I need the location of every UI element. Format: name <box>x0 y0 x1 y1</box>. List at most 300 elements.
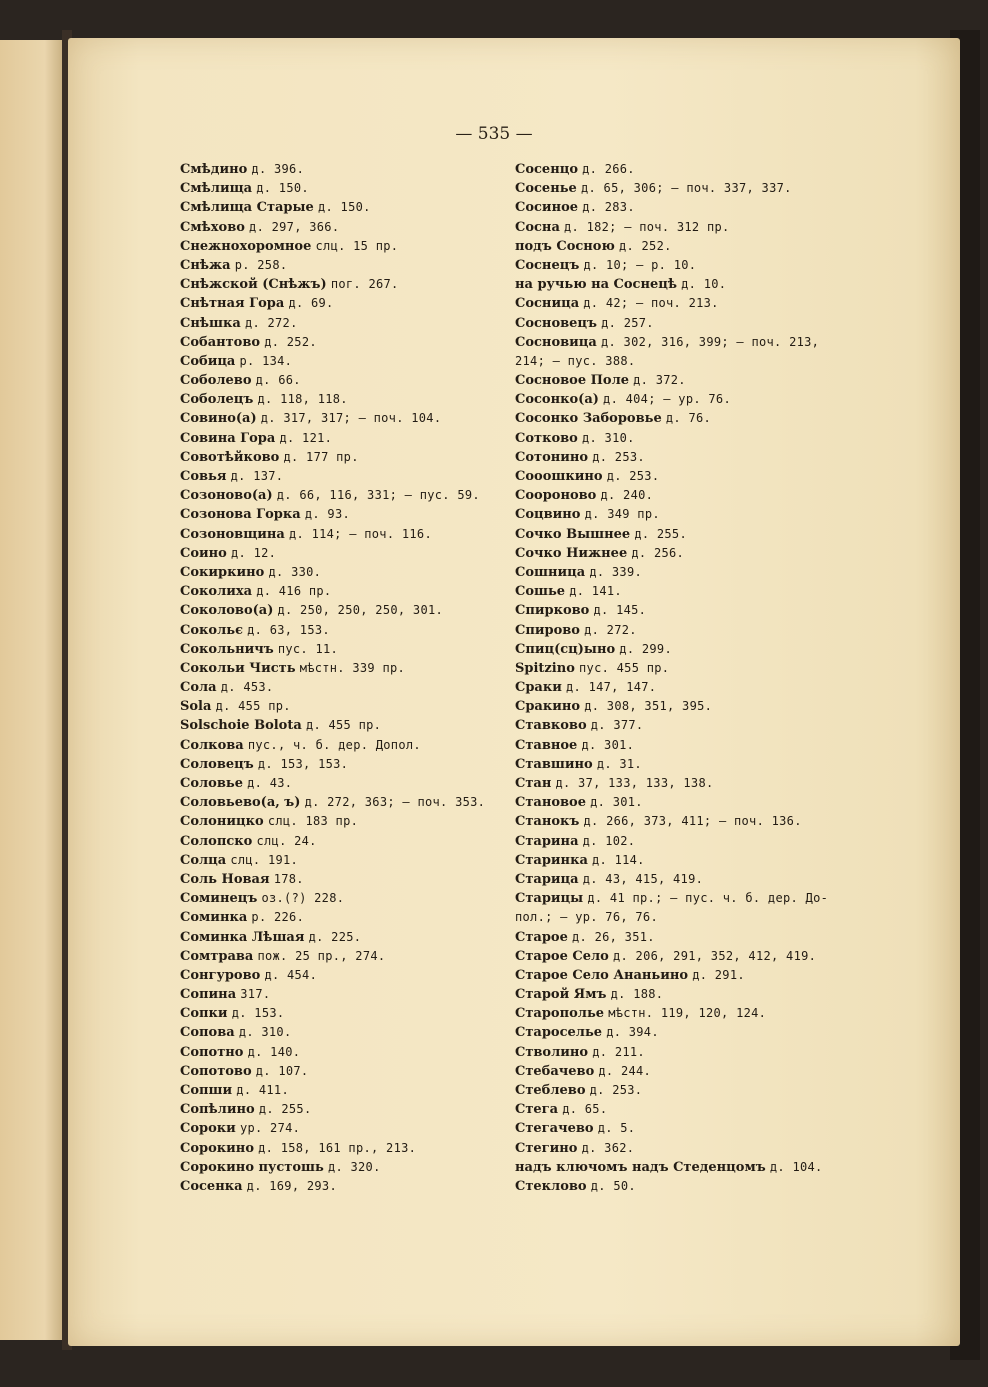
entry-headword: Совина Гора <box>180 430 276 446</box>
index-entry <box>515 486 835 505</box>
index-entry <box>515 448 835 467</box>
entry-reference: д. 153. <box>231 1006 285 1021</box>
entry-reference: д. 244. <box>598 1063 652 1078</box>
entry-headword: Ставшино <box>515 756 593 772</box>
entry-reference: д. 330. <box>268 564 322 579</box>
entry-reference: д. 394. <box>606 1025 659 1040</box>
entry-headword: Сосновецъ <box>515 315 597 331</box>
index-entry <box>515 237 835 256</box>
entry-headword: Сокиркино <box>180 564 265 580</box>
entry-headword: Сосиное <box>515 200 579 216</box>
entry-headword: подъ Сосною <box>515 238 615 254</box>
entry-headword: Сорокино пустошь <box>180 1159 324 1175</box>
entry-headword: Сонгурово <box>180 967 261 983</box>
entry-reference: д. 169, 293. <box>246 1178 337 1193</box>
entry-headword: Спирково <box>515 603 590 619</box>
entry-reference: д. 310. <box>581 430 635 445</box>
entry-headword: Спиц(сц)ыно <box>515 641 616 657</box>
entry-headword: Сороки <box>180 1121 236 1137</box>
entry-reference: д. 66. <box>255 373 301 388</box>
index-entry <box>180 160 500 179</box>
index-entry <box>515 601 835 620</box>
index-entry <box>180 601 500 620</box>
entry-reference: д. 266. <box>582 162 635 176</box>
entry-headword: Смѣхово <box>180 219 245 235</box>
entry-headword: Смѣдино <box>180 162 248 177</box>
entry-reference: д. 297, 366. <box>249 219 340 234</box>
entry-reference: слц. 15 пр. <box>315 238 399 253</box>
entry-reference: д. 31. <box>596 756 642 771</box>
index-column-right <box>515 160 835 1196</box>
entry-headword: Солкова <box>180 737 244 753</box>
entry-headword: Старое Село Ананьино <box>515 967 689 983</box>
entry-headword: Сосновица <box>515 334 597 350</box>
entry-reference: д. 37, 133, 133, 138. <box>555 776 714 790</box>
entry-reference: д. 69. <box>288 296 334 311</box>
entry-headword: Сосновое Поле <box>515 373 630 389</box>
entry-headword: Сооошкино <box>515 469 603 484</box>
entry-reference: д. 211. <box>592 1044 645 1059</box>
entry-reference: д. 150. <box>317 200 371 215</box>
index-entry <box>515 294 835 313</box>
entry-reference: д. 349 пр. <box>584 507 660 522</box>
entry-reference: д. 252. <box>264 334 317 349</box>
index-entry <box>180 275 500 294</box>
entry-reference: д. 206, 291, 352, 412, 419. <box>612 948 817 963</box>
index-entry <box>515 333 835 352</box>
entry-reference: д. 308, 351, 395. <box>584 699 713 714</box>
index-entry <box>180 486 500 505</box>
entry-headword: Сосенка <box>180 1178 243 1194</box>
entry-reference: д. 253. <box>589 1083 643 1097</box>
entry-reference: д. 404; — ур. 76. <box>603 392 731 407</box>
entry-reference: д. 291. <box>692 967 745 982</box>
entry-reference: пож. 25 пр., 274. <box>257 948 386 963</box>
entry-headword: Соловье <box>180 776 243 791</box>
entry-headword: Снѣшка <box>180 315 241 331</box>
entry-headword: Сосна <box>515 219 560 235</box>
entry-headword: Совино(а) <box>180 411 257 427</box>
index-entry <box>515 966 835 985</box>
index-entry <box>515 928 835 947</box>
entry-reference: д. 455 пр. <box>305 718 382 733</box>
index-entry <box>515 525 835 544</box>
entry-headword: Снѣжской (Снѣжъ) <box>180 277 327 293</box>
entry-reference: д. 301. <box>590 795 643 810</box>
entry-headword: Сосенье <box>515 181 577 197</box>
entry-headword: Сопки <box>180 1006 228 1022</box>
index-entry <box>180 237 500 256</box>
index-entry <box>515 812 835 831</box>
entry-reference: д. 102. <box>582 833 636 848</box>
entry-reference: д. 299. <box>619 641 672 656</box>
index-entry <box>180 1043 500 1062</box>
entry-reference: оз.(?) 228. <box>261 891 345 906</box>
entry-headword: Стан <box>515 776 552 791</box>
entry-headword: Созонова Горка <box>180 507 301 523</box>
index-entry <box>180 409 500 428</box>
index-entry <box>515 160 835 179</box>
entry-headword: Сорокино <box>180 1140 254 1156</box>
entry-reference: д. 454. <box>264 967 318 982</box>
index-entry <box>180 908 500 927</box>
entry-reference: ур. 274. <box>239 1121 301 1136</box>
entry-headword: Сочко Вышнее <box>515 526 631 542</box>
entry-reference: д. 339. <box>589 564 643 579</box>
entry-reference: д. 42; — поч. 213. <box>583 296 719 311</box>
index-entry <box>180 947 500 966</box>
index-entry <box>515 179 835 198</box>
entry-headword: Sola <box>180 699 212 715</box>
index-entry <box>515 429 835 448</box>
entry-reference: д. 137. <box>230 469 284 483</box>
entry-reference: д. 255. <box>258 1102 312 1117</box>
entry-headword: Соино <box>180 545 227 561</box>
entry-reference: д. 317, 317; — поч. 104. <box>260 411 442 426</box>
entry-headword: Соловьево(а, ъ) <box>180 795 301 811</box>
index-entry <box>515 505 835 524</box>
entry-reference: д. 302, 316, 399; — поч. 213, <box>600 334 820 349</box>
entry-reference: д. 411. <box>236 1083 289 1097</box>
entry-reference: д. 372. <box>633 373 686 388</box>
entry-reference: д. 225. <box>308 929 362 944</box>
index-entry <box>515 889 835 908</box>
entry-headword: Становое <box>515 795 586 811</box>
entry-headword: Соколиха <box>180 584 253 600</box>
entry-headword: Соль Новая <box>180 871 270 887</box>
index-entry <box>180 985 500 1004</box>
entry-headword: Соболево <box>180 373 252 389</box>
index-entry <box>515 908 835 927</box>
index-entry <box>515 314 835 333</box>
index-entry <box>180 1119 500 1138</box>
index-entry <box>180 678 500 697</box>
entry-reference: д. 150. <box>256 181 309 196</box>
entry-reference: пол.; — ур. 76, 76. <box>515 910 658 925</box>
entry-headword: Стволино <box>515 1044 589 1060</box>
index-entry <box>515 697 835 716</box>
index-entry <box>180 371 500 390</box>
entry-reference: д. 362. <box>581 1140 635 1155</box>
entry-headword: Ставное <box>515 737 578 753</box>
entry-reference: д. 10; — р. 10. <box>583 257 697 272</box>
index-entry <box>515 1004 835 1023</box>
entry-headword: Созоновщина <box>180 526 285 542</box>
index-entry <box>180 889 500 908</box>
entry-headword: Стебачево <box>515 1063 595 1079</box>
entry-reference: д. 240. <box>600 488 654 503</box>
index-entry <box>515 582 835 601</box>
entry-reference: д. 26, 351. <box>572 929 655 944</box>
entry-headword: Сосонко Заборовье <box>515 411 662 427</box>
entry-reference: мѣстн. 119, 120, 124. <box>608 1006 767 1021</box>
index-entry <box>515 1139 835 1158</box>
entry-reference: д. 153, 153. <box>257 756 349 771</box>
index-entry <box>180 352 500 371</box>
index-entry <box>515 1100 835 1119</box>
entry-headword: Сопова <box>180 1025 235 1041</box>
entry-headword: Староселье <box>515 1025 603 1041</box>
entry-headword: Соминка <box>180 910 248 926</box>
entry-headword: Солопско <box>180 833 253 849</box>
entry-headword: Сраки <box>515 680 562 696</box>
index-entry <box>515 832 835 851</box>
entry-headword: Старое <box>515 929 568 945</box>
entry-reference: р. 226. <box>251 910 305 925</box>
entry-reference: д. 114. <box>592 852 645 867</box>
index-entry <box>180 716 500 735</box>
entry-headword: Соцвино <box>515 507 581 523</box>
entry-reference: д. 93. <box>304 507 350 522</box>
entry-headword: Снѣжа <box>180 257 231 273</box>
entry-headword: Spitzino <box>515 660 575 676</box>
entry-reference: д. 310. <box>238 1025 292 1040</box>
entry-headword: Станокъ <box>515 814 580 830</box>
entry-reference: д. 43, 415, 419. <box>582 871 704 886</box>
entry-headword: Старое Село <box>515 948 609 964</box>
entry-reference: д. 104. <box>769 1159 823 1174</box>
entry-headword: Сокольничъ <box>180 641 274 657</box>
entry-reference: д. 377. <box>590 718 644 733</box>
index-entry <box>180 793 500 812</box>
entry-reference: д. 253. <box>592 449 645 464</box>
index-entry <box>515 640 835 659</box>
entry-headword: Сопотно <box>180 1044 244 1060</box>
entry-headword: Сопши <box>180 1083 233 1098</box>
entry-reference: пус., ч. б. дер. Допол. <box>247 737 421 752</box>
index-entry <box>515 275 835 294</box>
entry-reference: мѣстн. 339 пр. <box>299 660 406 675</box>
index-entry <box>515 198 835 217</box>
entry-reference: пус. 455 пр. <box>579 660 670 675</box>
page-number: — 535 — <box>455 124 533 144</box>
entry-headword: Сомтрава <box>180 948 254 964</box>
entry-headword: на ручью на Соснецѣ <box>515 277 677 293</box>
entry-reference: д. 256. <box>631 545 685 560</box>
entry-headword: Совотѣйково <box>180 449 280 465</box>
entry-headword: Собантово <box>180 334 261 350</box>
entry-headword: Смѣлища Старые <box>180 200 314 216</box>
entry-reference: д. 41 пр.; — пус. ч. б. дер. До- <box>587 891 829 906</box>
index-entry <box>180 774 500 793</box>
entry-reference: слц. 24. <box>256 833 317 848</box>
index-entry <box>180 429 500 448</box>
entry-headword: Сопина <box>180 987 237 1003</box>
index-entry <box>180 928 500 947</box>
entry-headword: Старицы <box>515 891 584 907</box>
entry-headword: надъ ключомъ надъ Стеденцомъ <box>515 1159 766 1175</box>
entry-reference: д. 301. <box>581 737 635 752</box>
entry-reference: д. 188. <box>610 987 664 1002</box>
index-entry <box>180 256 500 275</box>
entry-headword: Созоново(а) <box>180 488 273 504</box>
entry-reference: д. 12. <box>231 545 277 560</box>
entry-headword: Сотково <box>515 430 578 446</box>
entry-headword: Соминецъ <box>180 891 258 907</box>
index-entry <box>180 1004 500 1023</box>
index-entry <box>515 544 835 563</box>
entry-headword: Солца <box>180 852 227 868</box>
entry-reference: д. 272. <box>584 622 637 637</box>
entry-headword: Сола <box>180 680 217 696</box>
index-entry <box>515 755 835 774</box>
index-entry <box>180 1139 500 1158</box>
entry-headword: Старой Ямъ <box>515 987 607 1003</box>
entry-reference: д. 158, 161 пр., 213. <box>258 1140 417 1155</box>
entry-headword: Стегачево <box>515 1121 594 1137</box>
entry-reference: д. 283. <box>582 200 635 215</box>
entry-reference: д. 147, 147. <box>566 680 657 695</box>
index-entry <box>180 812 500 831</box>
entry-reference: д. 114; — поч. 116. <box>289 526 432 541</box>
index-entry <box>515 851 835 870</box>
entry-reference: д. 140. <box>247 1044 301 1059</box>
entry-headword: Соминка Лѣшая <box>180 929 305 945</box>
entry-reference: д. 266, 373, 411; — поч. 136. <box>583 814 802 829</box>
index-entry <box>515 467 835 486</box>
index-entry <box>515 218 835 237</box>
index-entry <box>180 1081 500 1100</box>
entry-headword: Снѣтная Гора <box>180 296 285 312</box>
index-entry <box>180 544 500 563</box>
entry-headword: Старина <box>515 833 579 849</box>
index-entry <box>180 755 500 774</box>
index-entry <box>515 563 835 582</box>
entry-reference: р. 134. <box>239 353 293 368</box>
entry-headword: Стеклово <box>515 1178 587 1194</box>
index-column-left <box>180 160 500 1196</box>
index-entry <box>180 659 500 678</box>
index-entry <box>180 294 500 313</box>
entry-headword: Сосонко(а) <box>515 392 599 408</box>
entry-headword: Стегино <box>515 1140 578 1156</box>
entry-headword: Ставково <box>515 718 587 734</box>
entry-reference: 317. <box>240 987 271 1002</box>
entry-reference: д. 63, 153. <box>247 622 330 637</box>
entry-headword: Соловецъ <box>180 756 254 772</box>
entry-reference: д. 320. <box>327 1159 381 1174</box>
entry-headword: Сокольє <box>180 622 243 638</box>
index-entry <box>515 1119 835 1138</box>
entry-reference: д. 66, 116, 331; — пус. 59. <box>276 488 480 503</box>
entry-reference: д. 145. <box>593 603 647 618</box>
entry-reference: д. 255. <box>634 526 687 541</box>
entry-headword: Сопѣлино <box>180 1102 255 1118</box>
entry-reference: пус. 11. <box>277 641 339 656</box>
index-entry <box>515 736 835 755</box>
entry-headword: Стега <box>515 1102 559 1118</box>
index-entry <box>180 525 500 544</box>
index-entry <box>180 1023 500 1042</box>
index-entry <box>515 716 835 735</box>
index-entry <box>515 1177 835 1196</box>
index-entry <box>180 851 500 870</box>
entry-reference: д. 141. <box>569 584 622 599</box>
index-entry <box>515 1158 835 1177</box>
entry-reference: д. 257. <box>601 315 654 330</box>
index-entry <box>180 1062 500 1081</box>
index-entry <box>180 621 500 640</box>
index-entry <box>515 985 835 1004</box>
index-entry <box>515 371 835 390</box>
entry-reference: д. 250, 250, 250, 301. <box>277 603 444 618</box>
entry-reference: д. 272. <box>244 315 298 330</box>
index-entry <box>515 947 835 966</box>
index-entry <box>180 582 500 601</box>
entry-headword: Сошье <box>515 584 566 600</box>
entry-headword: Сочко Нижнее <box>515 545 628 561</box>
entry-headword: Сотонино <box>515 449 589 465</box>
index-entry <box>180 736 500 755</box>
index-entry <box>515 352 835 371</box>
entry-reference: 214; — пус. 388. <box>515 353 636 368</box>
entry-reference: д. 43. <box>247 776 293 790</box>
entry-headword: Старинка <box>515 852 588 868</box>
index-entry <box>180 467 500 486</box>
entry-reference: д. 177 пр. <box>283 449 359 464</box>
index-entry <box>515 390 835 409</box>
entry-headword: Сокольи Чисть <box>180 660 296 676</box>
entry-reference: слц. 191. <box>230 852 299 867</box>
index-entry <box>180 563 500 582</box>
entry-headword: Соороново <box>515 488 597 504</box>
index-entry <box>180 1177 500 1196</box>
index-entry <box>515 793 835 812</box>
index-entry <box>180 314 500 333</box>
entry-reference: д. 118, 118. <box>257 392 348 407</box>
index-entry <box>180 448 500 467</box>
index-entry <box>180 832 500 851</box>
entry-reference: д. 455 пр. <box>215 699 291 714</box>
entry-headword: Сосенцо <box>515 162 578 177</box>
index-entry <box>180 198 500 217</box>
entry-headword: Старополье <box>515 1006 605 1022</box>
entry-headword: Спирово <box>515 622 580 638</box>
entry-reference: д. 416 пр. <box>256 584 332 599</box>
entry-reference: д. 5. <box>597 1121 636 1136</box>
entry-reference: д. 182; — поч. 312 пр. <box>564 219 730 234</box>
entry-reference: д. 10. <box>681 277 727 292</box>
index-entry <box>515 1062 835 1081</box>
index-entry <box>515 1081 835 1100</box>
entry-headword: Собица <box>180 353 236 369</box>
index-entry <box>180 640 500 659</box>
entry-headword: Сошница <box>515 564 586 580</box>
entry-reference: д. 50. <box>590 1178 636 1193</box>
entry-headword: Снежнохоромное <box>180 238 312 254</box>
index-entry <box>515 1043 835 1062</box>
index-entry <box>515 409 835 428</box>
entry-headword: Совья <box>180 469 227 484</box>
index-entry <box>515 678 835 697</box>
index-entry <box>515 870 835 889</box>
entry-headword: Смѣлища <box>180 181 253 197</box>
index-entry <box>180 697 500 716</box>
index-entry <box>515 256 835 275</box>
index-entry <box>515 1023 835 1042</box>
entry-reference: р. 258. <box>234 257 288 272</box>
index-entry <box>180 1158 500 1177</box>
entry-reference: д. 252. <box>618 238 672 253</box>
entry-reference: 178. <box>273 871 304 886</box>
entry-reference: д. 453. <box>220 680 274 695</box>
entry-headword: Сосница <box>515 296 580 312</box>
entry-headword: Сракино <box>515 699 581 715</box>
index-entry <box>180 390 500 409</box>
index-entry <box>515 659 835 678</box>
entry-reference: д. 253. <box>606 469 660 483</box>
index-entry <box>515 774 835 793</box>
